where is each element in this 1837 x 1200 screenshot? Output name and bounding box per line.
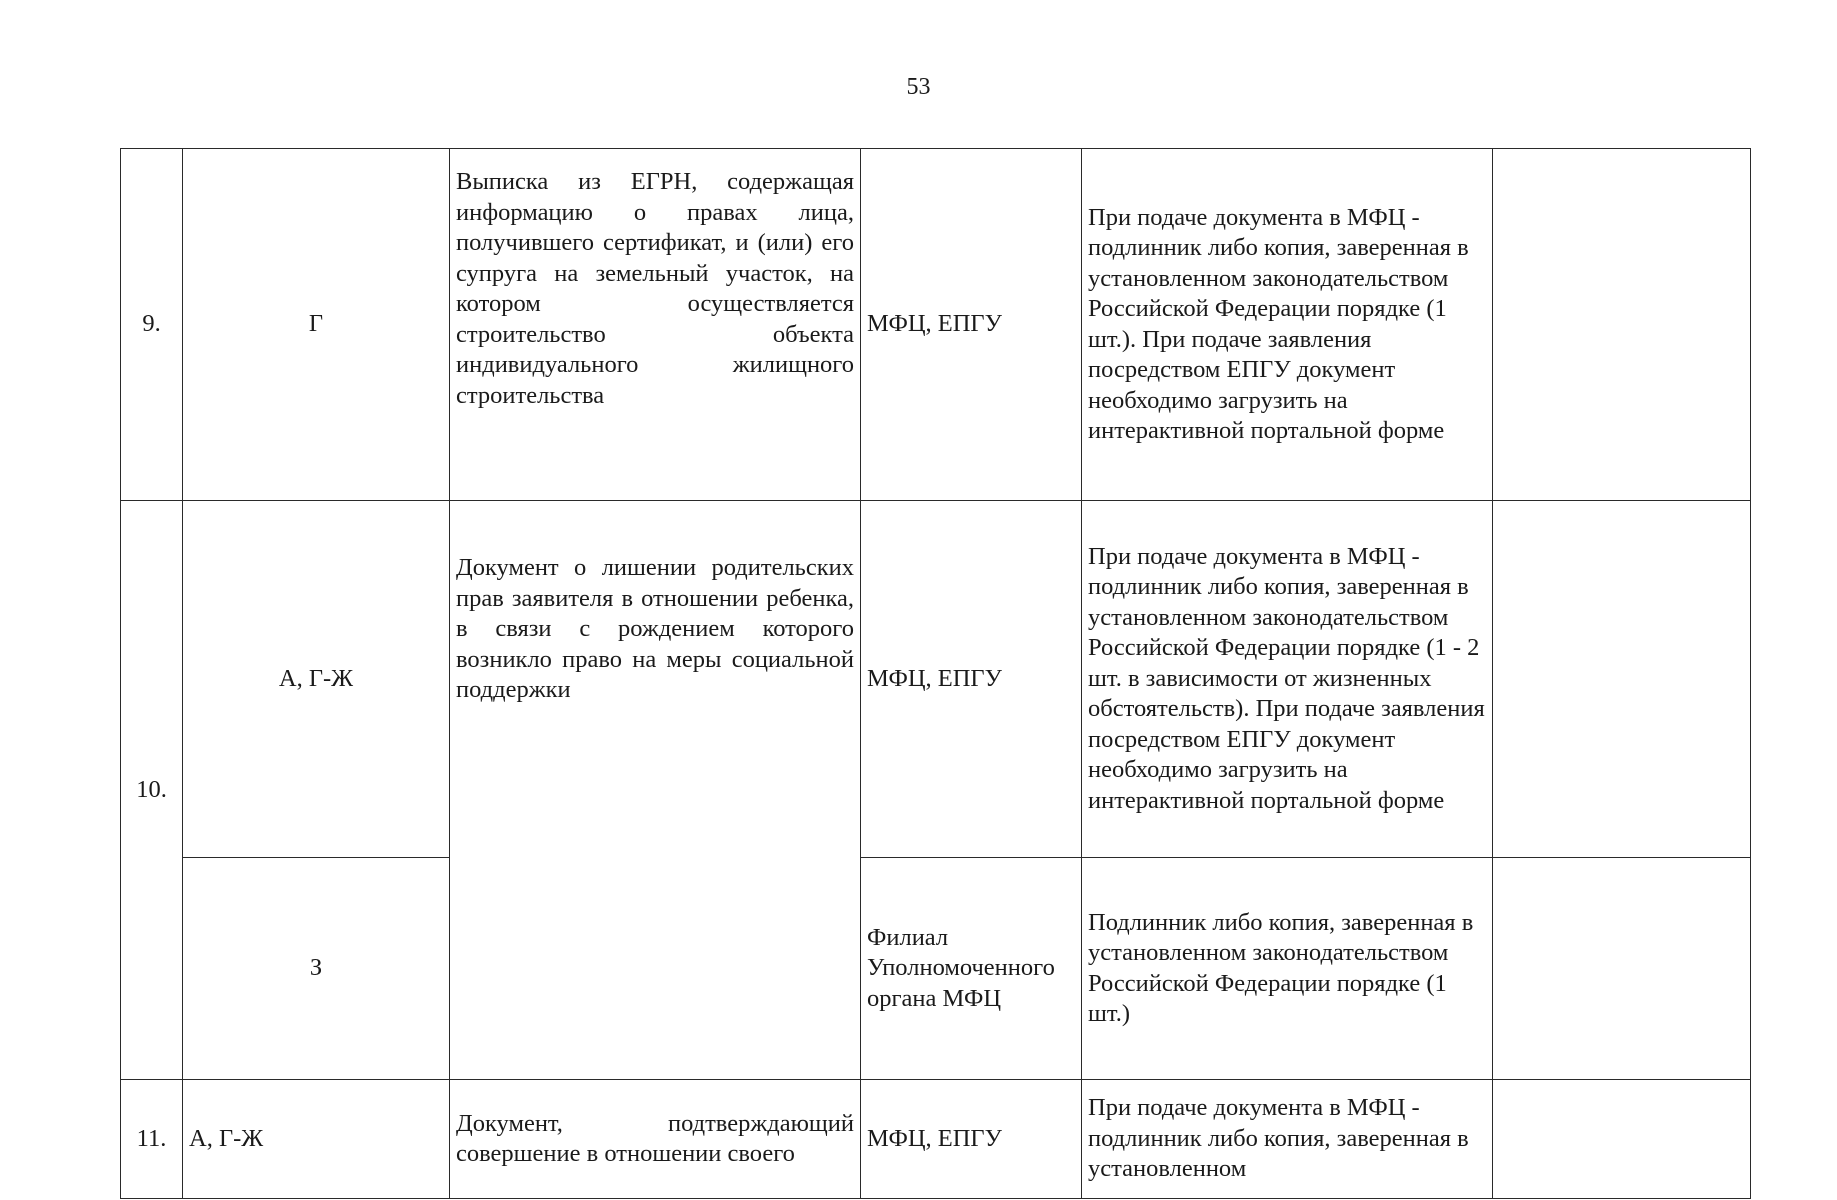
applicant-category: А, Г-Ж xyxy=(183,1080,450,1199)
empty-cell xyxy=(1493,1080,1751,1199)
document-name: Документ, подтверждающий совершение в отношении своего xyxy=(450,1080,861,1199)
submission-place: МФЦ, ЕПГУ xyxy=(861,501,1082,858)
document-name: Выписка из ЕГРН, содержащая информацию о правах лица, получившего сертификат, и (или) его супруга на земельный участок, на котором осуществляется строительство объекта индивидуального жилищного строительства xyxy=(450,149,861,501)
row-number: 11. xyxy=(121,1080,183,1199)
table-row xyxy=(121,1080,1751,1199)
applicant-category: Г xyxy=(183,149,450,501)
row-number: 10. xyxy=(121,501,183,1080)
submission-requirements: При подаче документа в МФЦ - подлинник либо копия, заверенная в установленном законодательством Российской Федерации порядке (1 шт.). При подаче заявления посредством ЕПГУ документ необходимо загрузить на интерактивной портальной форме xyxy=(1082,149,1493,501)
empty-cell xyxy=(1493,501,1751,858)
submission-place: Филиал Уполномоченного органа МФЦ xyxy=(861,858,1082,1080)
page-number: 53 xyxy=(906,74,931,100)
submission-requirements: При подаче документа в МФЦ - подлинник либо копия, заверенная в установленном законодательством Российской Федерации порядке (1 - 2 шт. в зависимости от жизненных обстоятельств). При подаче заявления посредством ЕПГУ документ необходимо загрузить на интерактивной портальной форме xyxy=(1082,501,1493,858)
documents-table xyxy=(120,148,1751,1199)
row-number: 9. xyxy=(121,149,183,501)
submission-place: МФЦ, ЕПГУ xyxy=(861,1080,1082,1199)
applicant-category: З xyxy=(183,858,450,1080)
submission-requirements: Подлинник либо копия, заверенная в установленном законодательством Российской Федерации порядке (1 шт.) xyxy=(1082,858,1493,1080)
table-row xyxy=(121,858,1751,1080)
empty-cell xyxy=(1493,149,1751,501)
empty-cell xyxy=(1493,858,1751,1080)
submission-place: МФЦ, ЕПГУ xyxy=(861,149,1082,501)
applicant-category: А, Г-Ж xyxy=(183,501,450,858)
document-name: Документ о лишении родительских прав заявителя в отношении ребенка, в связи с рождением которого возникло право на меры социальной поддержки xyxy=(450,501,861,1080)
table-row xyxy=(121,501,1751,858)
table-row xyxy=(121,149,1751,501)
submission-requirements: При подаче документа в МФЦ - подлинник либо копия, заверенная в установленном xyxy=(1082,1080,1493,1199)
